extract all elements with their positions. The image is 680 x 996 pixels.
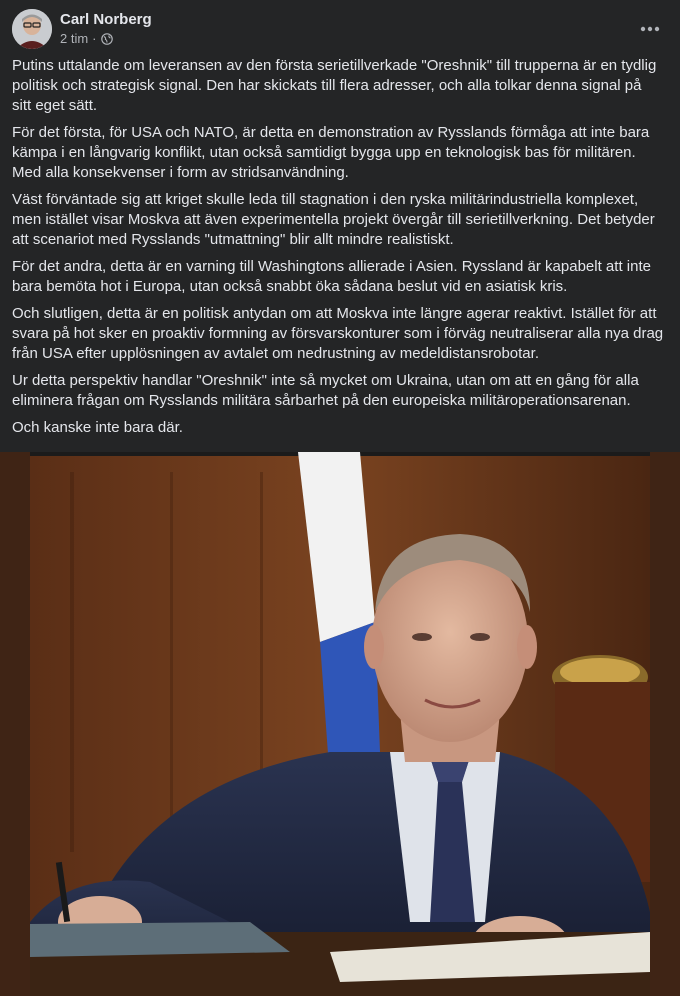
- post-paragraph: För det andra, detta är en varning till Washingtons allierade i Asien. Ryssland är kapabelt att inte bara bemöta hot i Europa, utan också snabbt öka sådana beslut vid en asiatisk kris.: [12, 258, 651, 295]
- avatar[interactable]: [12, 9, 52, 49]
- post-text: [12, 56, 664, 445]
- post-photo[interactable]: [0, 452, 680, 996]
- post-paragraph: Väst förväntade sig att kriget skulle leda till stagnation i den ryska militärindustriella komplexet, men istället visar Moskva att även experimentella projekt övergår till serietillverkning. Det betyder att scenariot med Rysslands "utmattning" blir allt mindre realistiskt.: [12, 191, 655, 248]
- post-paragraph: Putins uttalande om leveransen av den första serietillverkade "Oreshnik" till trupperna är en tydlig politisk och strategisk signal. Den har skickats till flera adresser, och alla tolkar denna signal på sitt eget sätt.: [12, 57, 657, 114]
- photo-image[interactable]: [30, 452, 650, 996]
- post-meta: [60, 31, 113, 46]
- post-paragraph: Ur detta perspektiv handlar "Oreshnik" inte så mycket om Ukraina, utan om att en gång för alla eliminera frågan om Rysslands militära sårbarhet på den europeiska militäroperationsarenan.: [12, 372, 639, 409]
- post-paragraph: För det första, för USA och NATO, är detta en demonstration av Rysslands förmåga att inte bara kämpa i en långvarig konflikt, utan också samtidigt bygga upp en teknologisk bas för militären. Med alla konsekvenser i form av stridsanvändning.: [12, 124, 650, 181]
- post-header: [12, 9, 668, 49]
- globe-icon[interactable]: [101, 33, 113, 45]
- post-paragraph: Och kanske inte bara där.: [12, 419, 183, 436]
- post-time[interactable]: 2 tim: [60, 31, 89, 46]
- meta-separator: ·: [92, 31, 97, 46]
- author-name[interactable]: Carl Norberg: [60, 11, 152, 28]
- more-options-icon[interactable]: [634, 13, 666, 45]
- post-paragraph: Och slutligen, detta är en politisk antydan om att Moskva inte längre agerar reaktivt. Istället för att svara på hot sker en proaktiv formning av försvarskonturer som i förväg neutraliserar alla nya drag från USA efter upplösningen av avtalet om nedrustning av medeldistansrobotar.: [12, 305, 664, 362]
